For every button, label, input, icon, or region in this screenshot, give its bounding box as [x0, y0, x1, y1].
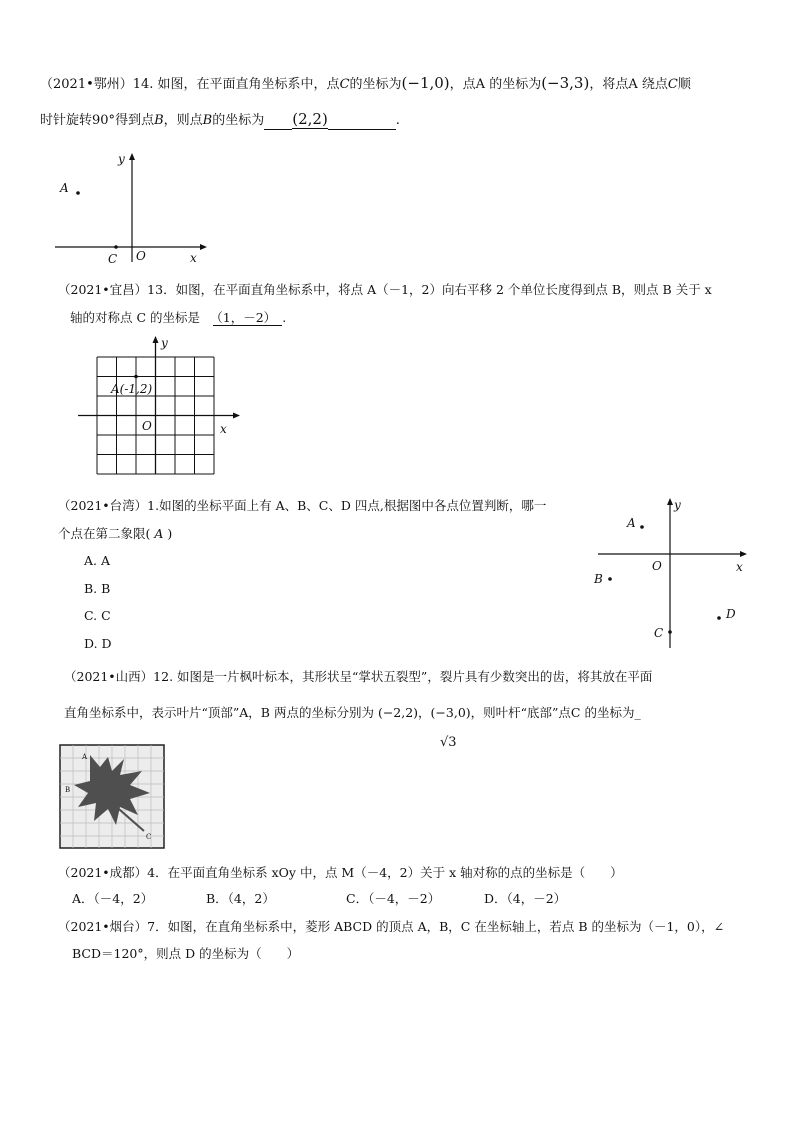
q1-point-c: C: [667, 77, 678, 92]
q2-text: 轴的对称点 C 的坐标是: [70, 310, 201, 325]
q5-option-c: C．（－4，－2）: [346, 891, 441, 906]
label-a: A(-1,2): [111, 382, 153, 396]
q1-text: ，点A 的坐标为: [449, 77, 542, 92]
q1-degree: 90°: [92, 113, 116, 128]
q3-option-c: C. C: [84, 608, 111, 623]
label-c: C: [654, 626, 664, 640]
q3-figure: [590, 495, 755, 650]
q1-answer: (2,2): [292, 110, 328, 128]
q1-text: ，则点: [163, 113, 203, 128]
point-b: [608, 577, 612, 581]
q1-text: （2021•鄂州）14. 如图，在平面直角坐标系中，点: [40, 77, 340, 92]
q4-sqrt: √3: [440, 735, 457, 750]
answer-blank: [264, 113, 292, 130]
q2-answer: （1，－2）: [213, 310, 283, 326]
q1-point-b: B: [202, 113, 213, 128]
label-b: B: [594, 572, 603, 586]
q1-point-b: B: [154, 113, 164, 128]
label-o: O: [652, 559, 662, 573]
q5-option-a: A．（－4，2）: [72, 891, 154, 906]
label-x: x: [220, 422, 227, 436]
y-axis-arrow-icon: [667, 498, 673, 505]
q2-line1: （2021•宜昌）13．如图，在平面直角坐标系中，将点 A（－1，2）向右平移 2 个单位长度得到点 B，则点 B 关于 x: [58, 282, 712, 297]
q1-line2: [40, 110, 400, 130]
q1-point-c: C: [339, 77, 350, 92]
q1-coord-c: (−1,0): [401, 74, 450, 92]
label-d: D: [726, 607, 736, 621]
label-o: O: [136, 249, 146, 263]
q6-line1: （2021•烟台）7．如图，在直角坐标系中，菱形 ABCD 的顶点 A，B，C 在坐标轴上，若点 B 的坐标为（－1，0），∠: [58, 919, 725, 934]
q1-line1: [40, 74, 691, 94]
q1-text: ，将点A 绕点: [589, 77, 668, 92]
q1-text: 的坐标为: [349, 77, 402, 92]
q4-line1: （2021•山西）12. 如图是一片枫叶标本，其形状呈“掌状五裂型”，裂片具有少数突出的齿，将其放在平面: [64, 669, 653, 684]
q1-coord-a: (−3,3): [541, 74, 590, 92]
label-c: C: [146, 833, 152, 841]
label-b: B: [65, 786, 71, 794]
answer-blank: [328, 113, 396, 130]
x-axis-arrow-icon: [740, 551, 747, 557]
q3-line1: （2021•台湾）1.如图的坐标平面上有 A、B、C、D 四点,根据图中各点位置判断，哪一: [58, 498, 547, 513]
q1-text: 顺: [677, 77, 691, 92]
label-c: C: [108, 252, 118, 266]
q5-line1: （2021•成都）4．在平面直角坐标系 xOy 中，点 M（－4，2）关于 x 轴对称的点的坐标是（ ）: [58, 865, 623, 880]
q2-line2: [70, 309, 286, 327]
q4-figure: [60, 745, 166, 850]
q1-text: 时针旋转: [40, 113, 93, 128]
q1-text: 的坐标为: [212, 113, 265, 128]
q3-line2: [58, 525, 172, 543]
q5-option-b: B．（4，2）: [206, 891, 275, 906]
y-axis-arrow-icon: [129, 153, 135, 160]
label-y: y: [674, 498, 681, 512]
label-a: A: [82, 753, 88, 761]
x-axis-arrow-icon: [233, 413, 240, 419]
q2-figure: [75, 335, 245, 480]
q1-text: .: [395, 113, 400, 128]
q3-option-a: A. A: [84, 553, 111, 568]
q3-option-d: D. D: [84, 636, 112, 651]
label-y: y: [161, 336, 168, 350]
label-a: A: [60, 181, 69, 195]
point-d: [717, 616, 721, 620]
q5-option-d: D．（4，－2）: [484, 891, 567, 906]
label-y: y: [118, 152, 125, 166]
label-a: A: [627, 516, 636, 530]
q3-text: 个点在第二象限(: [58, 526, 151, 541]
q3-answer: A: [154, 526, 164, 541]
y-axis-arrow-icon: [153, 336, 159, 343]
point-a: [640, 525, 644, 529]
q4-line2: 直角坐标系中，表示叶片“顶部”A，B 两点的坐标分别为 (−2,2)，(−3,0)，则叶杆“底部”点C 的坐标为_: [64, 705, 641, 720]
point-c: [114, 245, 118, 249]
label-x: x: [190, 251, 197, 265]
q3-option-b: B. B: [84, 581, 111, 596]
q1-text: 得到点: [115, 113, 155, 128]
label-o: O: [142, 419, 152, 433]
label-x: x: [736, 560, 743, 574]
point-a: [76, 191, 80, 195]
q2-text: .: [282, 310, 287, 325]
x-axis-arrow-icon: [200, 244, 207, 250]
point-c: [668, 630, 672, 634]
q3-text: ): [167, 526, 173, 541]
q1-figure: [50, 150, 210, 270]
point-a: [134, 375, 138, 379]
q6-line2: BCD＝120°，则点 D 的坐标为（ ）: [72, 946, 300, 961]
